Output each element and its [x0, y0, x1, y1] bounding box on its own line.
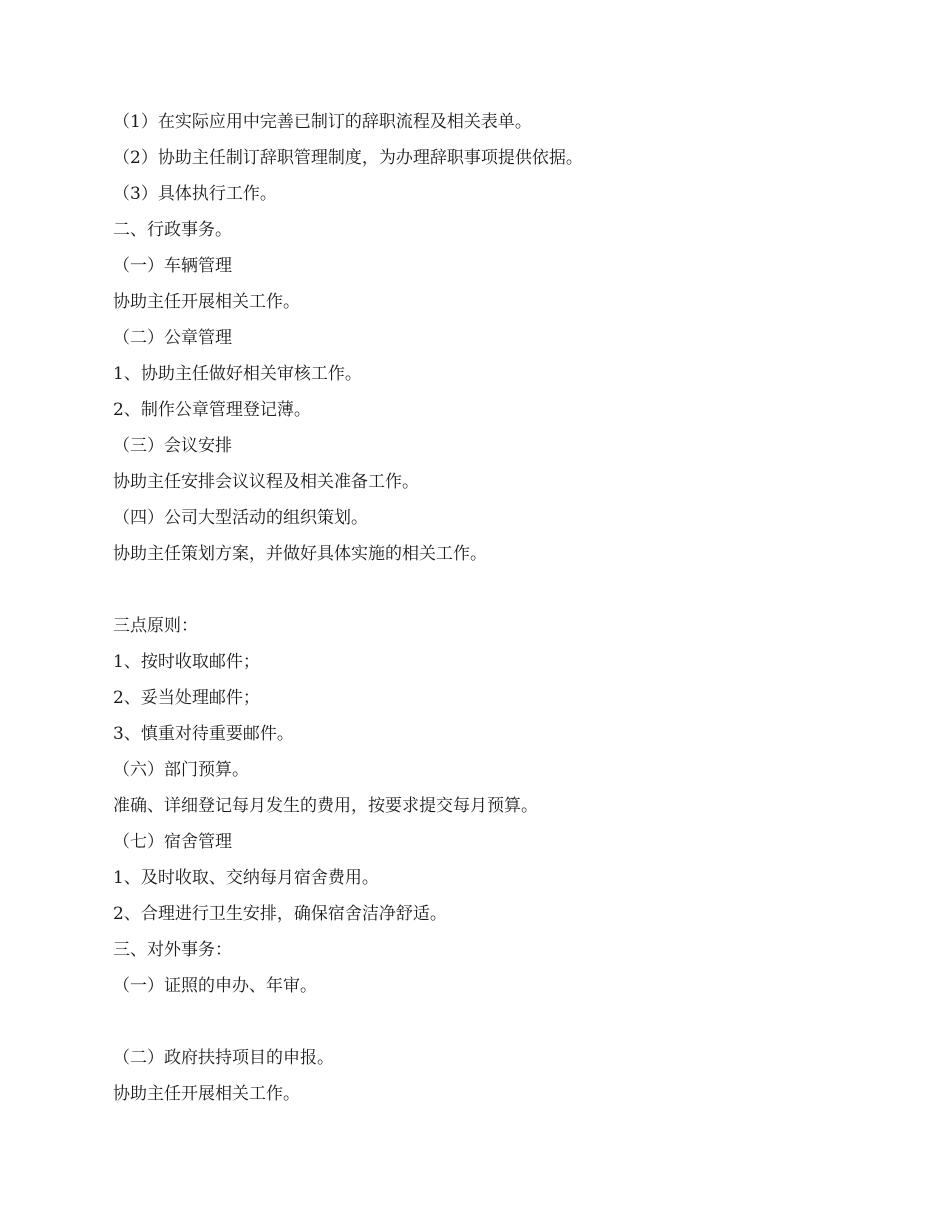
list-item: 2、合理进行卫生安排，确保宿舍洁净舒适。 [113, 904, 447, 924]
paragraph: 协助主任开展相关工作。 [113, 1084, 300, 1104]
list-item: 2、妥当处理邮件； [113, 688, 260, 708]
list-item: （2）协助主任制订辞职管理制度，为办理辞职事项提供依据。 [113, 148, 583, 168]
list-item: 1、按时收取邮件； [113, 652, 260, 672]
subsection-heading: （一）车辆管理 [113, 256, 232, 276]
list-item: 1、及时收取、交纳每月宿舍费用。 [113, 868, 379, 888]
paragraph: 协助主任开展相关工作。 [113, 292, 300, 312]
list-item: 3、慎重对待重要邮件。 [113, 724, 294, 744]
blank-line [113, 1004, 873, 1040]
list-item: 1、协助主任做好相关审核工作。 [113, 364, 362, 384]
subsection-heading: （四）公司大型活动的组织策划。 [113, 508, 368, 528]
paragraph: 协助主任安排会议议程及相关准备工作。 [113, 472, 419, 492]
paragraph: 准确、详细登记每月发生的费用，按要求提交每月预算。 [113, 796, 538, 816]
subsection-heading: （二）政府扶持项目的申报。 [113, 1048, 334, 1068]
paragraph: 三点原则： [113, 616, 198, 636]
subsection-heading: （一）证照的申办、年审。 [113, 976, 317, 996]
subsection-heading: （三）会议安排 [113, 436, 232, 456]
list-item: （1）在实际应用中完善已制订的辞职流程及相关表单。 [113, 112, 532, 132]
subsection-heading: （七）宿舍管理 [113, 832, 232, 852]
list-item: （3）具体执行工作。 [113, 184, 277, 204]
blank-line [113, 572, 873, 608]
paragraph: 协助主任策划方案，并做好具体实施的相关工作。 [113, 544, 487, 564]
section-heading: 二、行政事务。 [113, 220, 232, 240]
subsection-heading: （二）公章管理 [113, 328, 232, 348]
document-body [113, 104, 873, 1112]
section-heading: 三、对外事务： [113, 940, 232, 960]
subsection-heading: （六）部门预算。 [113, 760, 249, 780]
list-item: 2、制作公章管理登记薄。 [113, 400, 311, 420]
